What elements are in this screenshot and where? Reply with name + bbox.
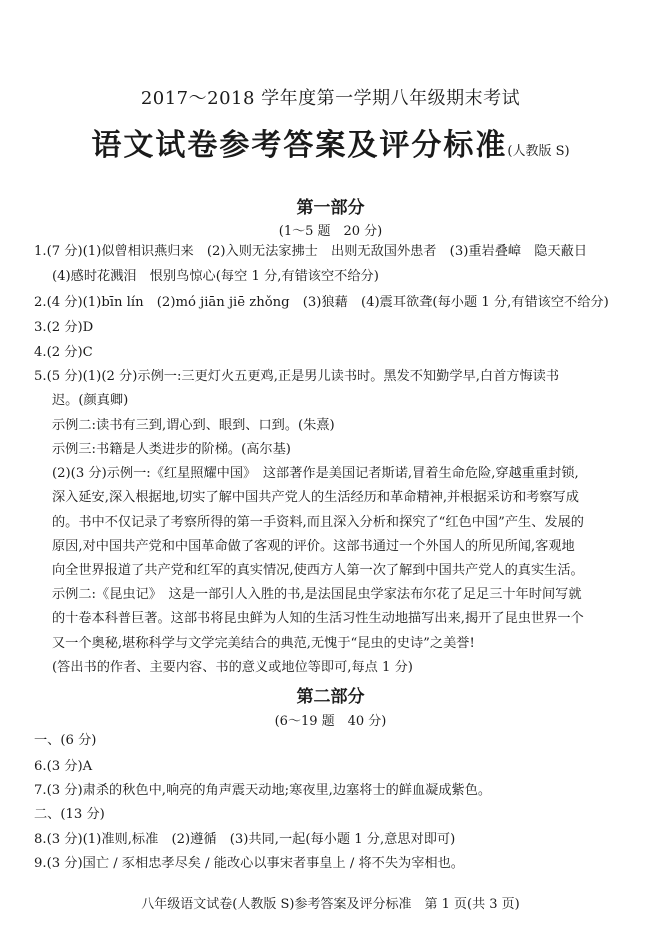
part2-range: (6～19 题 40 分) [274, 714, 387, 729]
answer-line: 的十卷本科普巨著。这部书将昆虫鲜为人知的生活习性生动地描写出来,揭开了昆虫世界一个 [52, 611, 584, 626]
main-title-text: 语文试卷参考答案及评分标准 [91, 128, 508, 163]
part1-range: (1～5 题 20 分) [278, 224, 383, 239]
answer-line: 示例二:《昆虫记》 这是一部引人入胜的书,是法国昆虫学家法布尔花了足足三十年时间写就 [52, 587, 582, 602]
answer-line: 原因,对中国共产党和中国革命做了客观的评价。这部书通过一个外国人的所见所闻,客观地 [52, 539, 575, 554]
answer-line: 2.(4 分)(1)bīn lín (2)mó jiān jiē zhǒng (3)狼藉 (4)震耳欲聋(每小题 1 分,有错该空不给分) [34, 295, 609, 310]
answer-line: 1.(7 分)(1)似曾相识燕归来 (2)入则无法家拂士 出则无敌国外患者 (3)重岩叠嶂 隐天蔽日 [34, 244, 588, 259]
answer-line: 又一个奥秘,堪称科学与文学完美结合的典范,无愧于“昆虫的史诗”之美誉! [52, 636, 475, 651]
part2-title: 第二部分 [296, 687, 365, 707]
answer-line: 6.(3 分)A [34, 759, 93, 774]
answer-line: 9.(3 分)国亡 / 豕相忠孝尽矣 / 能改心以事宋者事皇上 / 将不失为宰相也。 [34, 856, 464, 871]
answer-line: 迟。(颜真卿) [52, 393, 129, 408]
part1-title: 第一部分 [296, 198, 365, 218]
main-title [0, 120, 661, 164]
answer-line: 一、(6 分) [34, 733, 97, 748]
answer-line: 8.(3 分)(1)准则,标准 (2)遵循 (3)共同,一起(每小题 1 分,意思对即可) [34, 832, 456, 847]
answer-line: 深入延安,深入根据地,切实了解中国共产党人的生活经历和革命精神,并根据采访和考察写成 [52, 490, 579, 505]
page-footer: 八年级语文试卷(人教版 S)参考答案及评分标准 第 1 页(共 3 页) [141, 897, 520, 912]
answer-line: 7.(3 分)肃杀的秋色中,响亮的角声震天动地;寒夜里,边塞将士的鲜血凝成紫色。 [34, 783, 492, 798]
answer-line: 4.(2 分)C [34, 345, 93, 360]
answer-line: (2)(3 分)示例一:《红星照耀中国》 这部著作是美国记者斯诺,冒着生命危险,穿越重重封锁, [52, 466, 579, 481]
answer-line: 示例二:读书有三到,谓心到、眼到、口到。(朱熹) [52, 418, 335, 433]
answer-line: 3.(2 分)D [34, 320, 94, 335]
answer-line: 的。书中不仅记录了考察所得的第一手资料,而且深入分析和探究了“红色中国”产生、发展的 [52, 515, 584, 530]
edition-label: (人教版 S) [507, 144, 570, 159]
answer-line: 二、(13 分) [34, 807, 105, 822]
answer-line: 5.(5 分)(1)(2 分)示例一:三更灯火五更鸡,正是男儿读书时。黑发不知勤学早,白首方悔读书 [34, 369, 560, 384]
answer-line: 向全世界报道了共产党和红军的真实情况,使西方人第一次了解到中国共产党人的真实生活。 [52, 563, 584, 578]
answer-line: (4)感时花溅泪 恨别鸟惊心(每空 1 分,有错该空不给分) [52, 269, 379, 284]
exam-title: 2017～2018 学年度第一学期八年级期末考试 [140, 88, 521, 109]
answer-line: (答出书的作者、主要内容、书的意义或地位等即可,每点 1 分) [52, 660, 413, 675]
answer-line: 示例三:书籍是人类进步的阶梯。(高尔基) [52, 442, 291, 457]
